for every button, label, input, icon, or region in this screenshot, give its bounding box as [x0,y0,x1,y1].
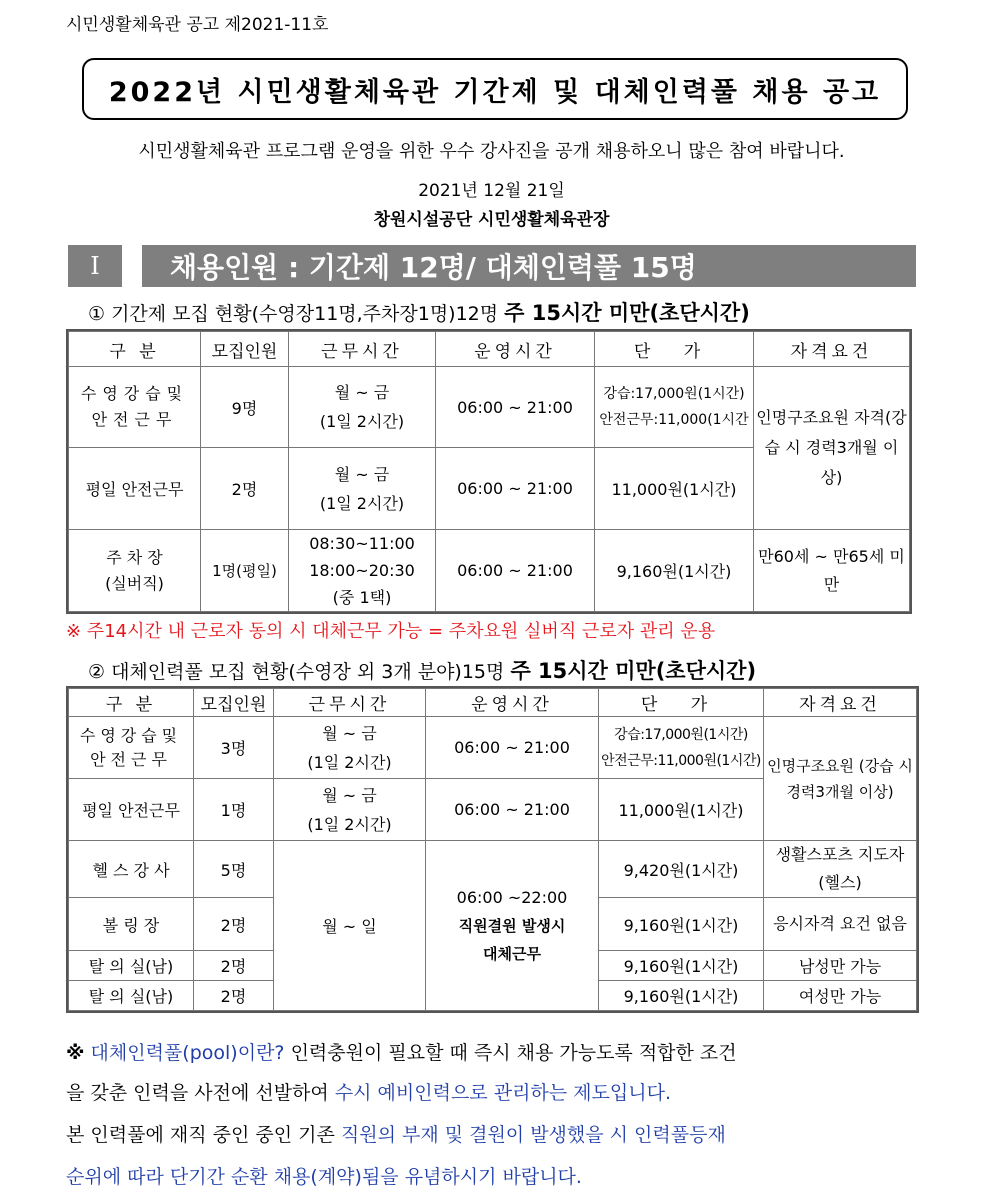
cell-count: 2명 [194,898,274,951]
cell-operating-hours: 06:00 ~ 21:00 [426,779,599,841]
cell-unit-price: 11,000원(1시간) [599,779,764,841]
cell-count: 5명 [194,841,274,898]
cell-category: 수영강습및 안전근무 [69,367,201,448]
section-number: Ⅰ [68,245,122,287]
warning-note: ※ 주14시간 내 근로자 동의 시 대체근무 가능 = 주차요원 실버직 근로자 관리 운용 [66,621,716,642]
hours-line: (1일 2시간) [307,752,392,772]
cell-count: 2명 [201,448,289,530]
hours-line: 08:30~11:00 [309,534,415,553]
cell-unit-price: 9,160원(1시간) [599,898,764,951]
col-qualification: 자격요건 [754,332,910,367]
cell-qualification: 인명구조요원 (강습 시 경력3개월 이상) [764,717,917,841]
col-unit-price: 단 가 [595,332,754,367]
cell-category: 탈 의 실(남) [69,951,194,981]
table-row [69,841,917,898]
col-count: 모집인원 [201,332,289,367]
cell-unit-price: 9,160원(1시간) [595,530,754,612]
hours-line: (1일 2시간) [319,493,405,513]
cell-count: 9명 [201,367,289,448]
table-header-row [69,689,917,717]
announcement-date: 2021년 12월 21일 [418,181,565,201]
cell-count: 1명 [194,779,274,841]
operating-line: 직원결원 발생시 [458,916,566,935]
price-line: 강습:17,000원(1시간) [603,386,745,402]
cell-unit-price: 9,420원(1시간) [599,841,764,898]
table1-heading-text: ① 기간제 모집 현황(수영장11명,주차장1명)12명 [88,303,499,325]
issuer: 창원시설공단 시민생활체육관장 [373,210,610,230]
cell-operating-hours: 06:00 ~ 21:00 [436,530,595,612]
cell-count: 3명 [194,717,274,779]
document-title: 2022년 시민생활체육관 기간제 및 대체인력풀 채용 공고 [82,58,908,120]
col-category: 구 분 [69,332,201,367]
cell-qualification: 인명구조요원 자격(강습 시 경력3개월 이상) [754,367,910,530]
section-title: 채용인원 : 기간제 12명/ 대체인력풀 15명 [142,245,916,287]
cell-count: 2명 [194,981,274,1011]
note-line [66,1038,924,1065]
cell-work-hours [274,779,426,841]
note-text: 을 갖춘 인력을 사전에 선발하여 [66,1082,329,1104]
price-line: 안전근무:11,000(1시간 [599,412,749,428]
cell-qualification: 남성만 가능 [764,951,917,981]
hours-line: 월 ~ 금 [334,383,390,402]
notice-number: 시민생활체육관 공고 제2021-11호 [66,15,329,35]
category-line: 주 차 장 [106,547,163,567]
cell-unit-price [599,717,764,779]
note-line [66,1078,924,1105]
hours-line: (1일 2시간) [319,412,405,431]
col-work-hours: 근무시간 [289,332,436,367]
cell-category: 수영강습및 안전근무 [69,717,194,779]
note-mark: ※ [66,1042,85,1064]
cell-unit-price: 11,000원(1시간) [595,448,754,530]
operating-line: 대체근무 [483,944,541,963]
hours-line: 월 ~ 금 [334,464,390,484]
cell-work-hours [289,367,436,448]
hours-line: 월 ~ 금 [322,723,377,743]
table2-heading [88,655,756,685]
table2-heading-bold: 주 15시간 미만(초단시간) [510,659,757,683]
price-line: 안전근무:11,000원(1시간) [601,752,761,769]
table-fixed-term [68,331,910,612]
col-operating-hours: 운영시간 [436,332,595,367]
cell-work-hours [274,717,426,779]
subtitle: 시민생활체육관 프로그램 운영을 위한 우수 강사진을 공개 채용하오니 많은 참여 바랍니다. [138,141,845,162]
cell-work-hours [289,448,436,530]
col-unit-price: 단 가 [599,689,764,717]
cell-unit-price: 9,160원(1시간) [599,981,764,1011]
cell-category: 탈 의 실(남) [69,981,194,1011]
note-text-blue: 순위에 따라 단기간 순환 채용(계약)됨을 유념하시기 바랍니다. [66,1166,582,1188]
note-text: 본 인력풀에 재직 중인 중인 기존 [66,1124,335,1146]
note-text-blue: 대체인력풀(pool)이란? [90,1042,285,1064]
table-header-row [69,332,910,367]
cell-category [69,530,201,612]
note-text-blue: 수시 예비인력으로 관리하는 제도입니다. [334,1082,671,1104]
cell-work-hours [289,530,436,612]
hours-line: (1일 2시간) [307,814,392,834]
cell-qualification: 응시자격 요건 없음 [764,898,917,951]
cell-qualification: 만60세 ~ 만65세 미만 [754,530,910,612]
cell-category: 평일 안전근무 [69,779,194,841]
cell-count: 1명(평일) [201,530,289,612]
table-substitute-pool [68,688,917,1011]
hours-line: 월 ~ 금 [322,785,377,805]
cell-operating-hours: 06:00 ~ 21:00 [436,367,595,448]
cell-operating-hours: 06:00 ~ 21:00 [436,448,595,530]
cell-work-hours: 월 ~ 일 [274,841,426,1011]
col-work-hours: 근무시간 [274,689,426,717]
col-category: 구 분 [69,689,194,717]
col-count: 모집인원 [194,689,274,717]
note-line [66,1162,924,1189]
table-row [69,717,917,779]
table1-heading-bold: 주 15시간 미만(초단시간) [504,301,750,325]
hours-line: (중 1택) [332,588,392,607]
note-text: 인력충원이 필요할 때 즉시 채용 가능도록 적합한 조건 [290,1042,737,1064]
price-line: 강습:17,000원(1시간) [614,726,748,743]
operating-line: 06:00 ~22:00 [456,887,568,907]
cell-operating-hours: 06:00 ~ 21:00 [426,717,599,779]
cell-count: 2명 [194,951,274,981]
cell-unit-price: 9,160원(1시간) [599,951,764,981]
category-line: (실버직) [105,573,164,593]
cell-operating-hours [426,841,599,1011]
cell-category: 볼 링 장 [69,898,194,951]
col-operating-hours: 운영시간 [426,689,599,717]
note-text-blue: 직원의 부재 및 결원이 발생했을 시 인력풀등재 [340,1124,726,1146]
cell-unit-price [595,367,754,448]
note-line [66,1120,924,1147]
hours-line: 18:00~20:30 [309,561,415,580]
cell-category: 평일 안전근무 [69,448,201,530]
col-qualification: 자격요건 [764,689,917,717]
table2-heading-text: ② 대체인력풀 모집 현황(수영장 외 3개 분야)15명 [88,661,505,683]
table-row [69,530,910,612]
table1-heading [88,297,750,327]
table-row [69,367,910,448]
cell-qualification: 생활스포츠 지도자(헬스) [764,841,917,898]
cell-qualification: 여성만 가능 [764,981,917,1011]
cell-category: 헬 스 강 사 [69,841,194,898]
